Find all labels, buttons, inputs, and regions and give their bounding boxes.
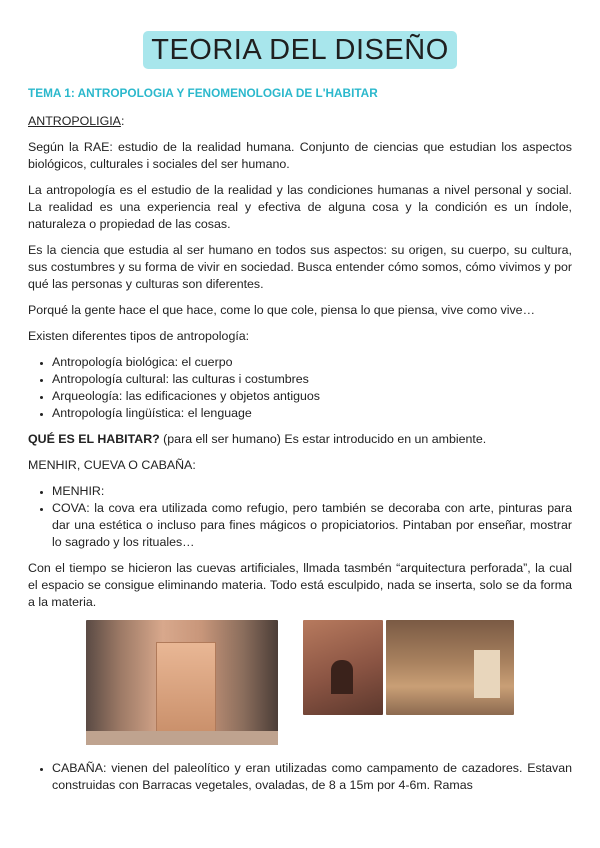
menhir-heading: MENHIR, CUEVA O CABAÑA: (28, 458, 196, 472)
topic-subtitle: TEMA 1: ANTROPOLOGIA Y FENOMENOLOGIA DE L'HABITAR (28, 86, 378, 100)
section-heading: ANTROPOLIGIA (28, 114, 121, 128)
paragraph-rae: Según la RAE: estudio de la realidad humana. Conjunto de ciencias que estudian los aspectos biológicos, culturales i sociales del ser humano. (28, 140, 572, 171)
photo-row (28, 620, 572, 750)
tomb-opening (331, 660, 353, 694)
petra-treasury-photo (86, 620, 278, 745)
page-title: TEORIA DEL DISEÑO (143, 31, 457, 69)
list-item: • Antropología cultural: las culturas i costumbres (52, 371, 572, 388)
ground (86, 731, 278, 745)
paragraph-science: Es la ciencia que estudia al ser humano en todos sus aspectos: su origen, su cuerpo, su cultura, sus costumbres y su forma de vivir en sociedad. Busca entender cómo somos, cómo vivimos y por qué las personas y culturas son diferentes. (28, 243, 572, 291)
rock-facade (156, 642, 216, 736)
section-heading-colon: : (120, 114, 125, 128)
cabana-list (28, 760, 572, 794)
paragraph-types-intro: Existen diferentes tipos de antropología: (28, 329, 250, 343)
paragraph-cuevas: Con el tiempo se hicieron las cuevas artificiales, llmada tasmbén “arquitectura perforada”, la cual el espacio se consigue eliminando materia. Todo está esculpido, nada se inserta, solo se da forma a la materia. (28, 561, 572, 609)
paragraph-why: Porqué la gente hace el que hace, come lo que cole, piensa lo que piensa, vive como vive… (28, 303, 535, 317)
habitar-answer: (para ell ser humano) Es estar introducido en un ambiente. (159, 432, 487, 446)
document-content (28, 85, 572, 803)
list-item: • Antropología biológica: el cuerpo (52, 354, 572, 371)
paragraph-definition: La antropología es el estudio de la realidad y las condiciones humanas a nivel personal y social. La realidad es una experiencia real y efectiva de alguna cosa y la condición es un índole, naturaleza o propiedad de las cosas. (28, 183, 572, 231)
list-item: • CABAÑA: vienen del paleolítico y eran utilizadas como campamento de cazadores. Estavan construidas con Barracas vegetales, ovaladas, de 8 a 15m por 4-6m. Ramas (52, 760, 572, 794)
habitar-question: QUÉ ES EL HABITAR? (28, 432, 160, 446)
menhir-list (28, 483, 572, 551)
list-item: • Arqueología: las edificaciones y objetos antiguos (52, 388, 572, 405)
list-item: • MENHIR: (52, 483, 572, 500)
paragraph-habitar (28, 431, 572, 448)
list-item: • Antropología lingüística: el lenguage (52, 405, 572, 422)
title-wrap (0, 31, 600, 69)
section-heading-wrap (28, 113, 572, 130)
cave-interior-photo (386, 620, 514, 715)
rock-tomb-photo (303, 620, 383, 715)
list-item: • COVA: la cova era utilizada como refugio, pero también se decoraba con arte, pinturas para dar una estética o incluso para fines mágicos o propiciatorios. Pintaban por enseñar, mostrar lo sagrado y los rituales… (52, 500, 572, 551)
cave-light (474, 650, 500, 698)
types-list (28, 354, 572, 422)
